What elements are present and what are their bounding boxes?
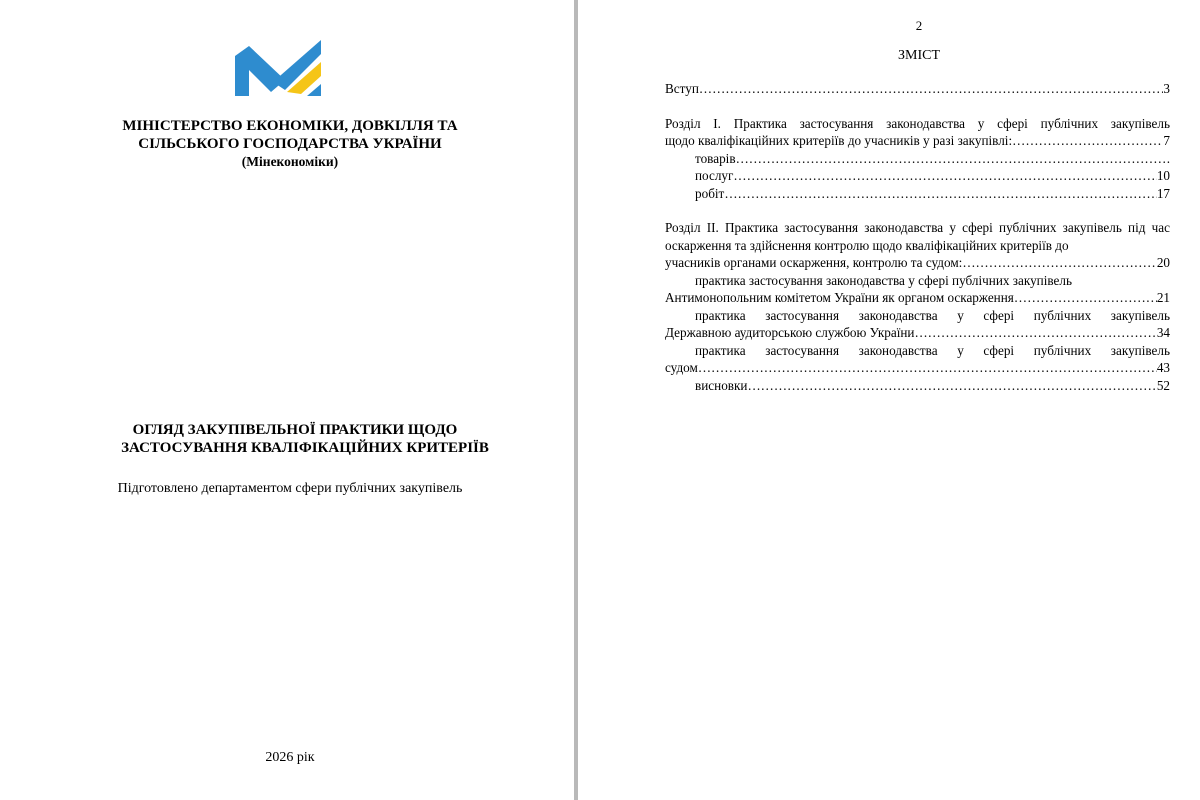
toc-entry-label: послуг <box>695 168 734 183</box>
toc-leader-dots <box>1014 289 1157 307</box>
toc-entry-label: робіт <box>695 185 725 201</box>
toc-entry-goods[interactable] <box>665 150 1170 168</box>
ministry-logo-icon <box>235 40 321 96</box>
toc-section-1-line-1[interactable]: Розділ І. Практика застосування законодавства у сфері публічних закупівель <box>665 115 1170 131</box>
toc-leader-dots <box>1012 132 1163 150</box>
ministry-line-1: МІНІСТЕРСТВО ЕКОНОМІКИ, ДОВКІЛЛЯ ТА <box>122 118 458 134</box>
toc-entry-conclusions[interactable] <box>665 377 1170 395</box>
toc-entry-works[interactable] <box>665 185 1170 203</box>
ministry-line-2: СІЛЬСЬКОГО ГОСПОДАРСТВА УКРАЇНИ <box>138 136 442 152</box>
toc-entry-label: Антимонопольним комітетом України як органом оскарження <box>665 290 1014 305</box>
prepared-by: Підготовлено департаментом сфери публічних закупівель <box>117 481 463 496</box>
document-title-line-1: ОГЛЯД ЗАКУПІВЕЛЬНОЇ ПРАКТИКИ ЩОДО <box>132 422 458 438</box>
toc-leader-dots <box>733 167 1156 185</box>
toc-leader-dots <box>698 359 1157 377</box>
ministry-name <box>60 117 520 171</box>
toc-section-2-line-1[interactable]: Розділ ІІ. Практика застосування законодавства у сфері публічних закупівель під час оскарження та здійснення контролю щодо кваліфікаційних критеріїв до <box>665 220 1170 253</box>
toc-entry-label: товарів <box>695 150 736 166</box>
toc-leader-dots <box>724 185 1156 203</box>
toc-entry-audit-line-1[interactable]: практика застосування законодавства у сфері публічних закупівель <box>695 307 1170 323</box>
document-title <box>60 421 530 457</box>
document-year: 2026 рік <box>265 750 315 765</box>
toc-leader-dots <box>699 80 1164 98</box>
toc-entry-court-line-1[interactable]: практика застосування законодавства у сфері публічних закупівель <box>695 342 1170 358</box>
toc-entry-court-line-2[interactable] <box>665 359 1170 377</box>
toc-entry-page: 43 <box>1156 360 1170 375</box>
toc-entry-page: 3 <box>1163 81 1170 96</box>
toc-entry-label: висновки <box>695 377 748 393</box>
toc-entry-amcu-line-1[interactable]: практика застосування законодавства у сфері публічних закупівель <box>695 272 1072 288</box>
toc-entry-page: 52 <box>1156 377 1170 393</box>
toc-entry-page: . <box>1166 150 1170 166</box>
toc-entry-page: 20 <box>1156 255 1170 270</box>
title-page <box>0 0 574 800</box>
ministry-short-name: (Мінекономіки) <box>241 154 339 169</box>
toc-entry-page: 17 <box>1156 185 1170 201</box>
toc-leader-dots <box>736 150 1167 168</box>
toc-leader-dots <box>962 254 1156 272</box>
toc-title: ЗМІСТ <box>897 48 940 63</box>
document-title-line-2: ЗАСТОСУВАННЯ КВАЛІФІКАЦІЙНИХ КРИТЕРІЇВ <box>121 440 489 456</box>
toc-section-1-line-2[interactable] <box>665 132 1170 150</box>
table-of-contents <box>665 80 1170 394</box>
toc-entry-label: щодо кваліфікаційних критеріїв до учасників у разі закупівлі: <box>665 133 1013 148</box>
toc-entry-label: судом <box>665 360 698 375</box>
toc-entry-label: учасників органами оскарження, контролю та судом: <box>665 255 963 270</box>
page-number: 2 <box>915 18 923 33</box>
toc-entry-label: Державною аудиторською службою України <box>665 325 915 340</box>
toc-entry-page: 7 <box>1163 133 1170 148</box>
toc-entry-intro[interactable] <box>665 80 1170 98</box>
toc-section-2-line-2[interactable] <box>665 254 1170 272</box>
toc-entry-amcu-line-2[interactable] <box>665 289 1170 307</box>
toc-leader-dots <box>747 377 1156 395</box>
toc-entry-label: Вступ <box>665 81 699 96</box>
toc-entry-services[interactable] <box>665 167 1170 185</box>
toc-entry-page: 34 <box>1156 325 1170 340</box>
toc-leader-dots <box>914 324 1156 342</box>
toc-entry-page: 10 <box>1156 168 1170 183</box>
contents-page <box>578 0 1200 800</box>
toc-entry-audit-line-2[interactable] <box>665 324 1170 342</box>
toc-entry-page: 21 <box>1156 290 1170 305</box>
